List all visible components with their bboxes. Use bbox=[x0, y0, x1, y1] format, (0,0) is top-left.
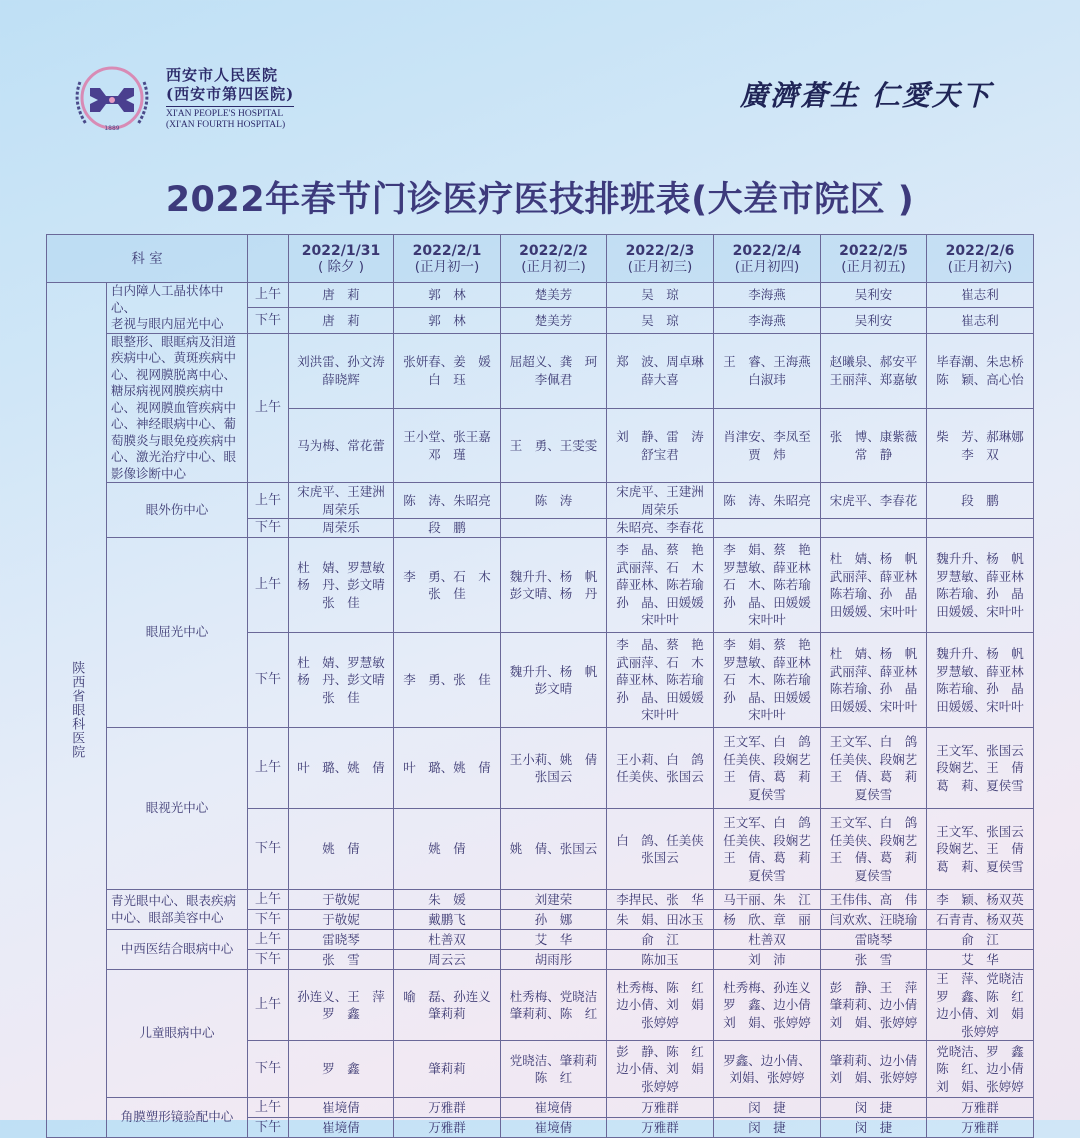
staff-cell: 李 娟、蔡 艳 罗慧敏、薛亚林 石 木、陈若瑜 孙 晶、田媛媛 宋叶叶 bbox=[714, 633, 821, 728]
staff-cell: 俞 江 bbox=[927, 930, 1034, 950]
staff-cell: 赵曦泉、郝安平 王丽萍、郑嘉敏 bbox=[821, 333, 927, 409]
table-row bbox=[47, 538, 1034, 633]
time-slot: 下午 bbox=[248, 1041, 289, 1098]
date: 2022/1/31 bbox=[301, 242, 381, 259]
hospital-emblem-icon bbox=[66, 62, 162, 134]
staff-cell: 杜 婧、杨 帆 武丽萍、薛亚林 陈若瑜、孙 晶 田媛媛、宋叶叶 bbox=[821, 633, 927, 728]
time-slot: 下午 bbox=[248, 950, 289, 970]
staff-cell: 彭 静、陈 红 边小倩、刘 娟 张婷婷 bbox=[607, 1041, 714, 1098]
date-header bbox=[501, 235, 607, 283]
staff-cell: 吴利安 bbox=[821, 308, 927, 333]
staff-cell: 王 勇、王雯雯 bbox=[501, 409, 607, 483]
department-name: 儿童眼病中心 bbox=[107, 970, 248, 1098]
table-row bbox=[47, 728, 1034, 809]
staff-cell: 雷晓琴 bbox=[821, 930, 927, 950]
date: 2022/2/2 bbox=[519, 242, 588, 259]
staff-cell: 马干丽、朱 江 bbox=[714, 890, 821, 910]
table-row bbox=[47, 890, 1034, 910]
staff-cell bbox=[821, 519, 927, 538]
staff-cell: 刘洪雷、孙文涛 薛晓辉 bbox=[289, 333, 394, 409]
staff-cell: 段 鹏 bbox=[394, 519, 501, 538]
date: 2022/2/5 bbox=[839, 242, 908, 259]
staff-cell: 白 鸽、任美侠 张国云 bbox=[607, 809, 714, 890]
staff-cell: 杜秀梅、党晓洁 肇莉莉、陈 红 bbox=[501, 970, 607, 1041]
staff-cell: 闵 捷 bbox=[821, 1118, 927, 1138]
time-slot: 下午 bbox=[248, 308, 289, 333]
staff-cell: 朱 娟、田冰玉 bbox=[607, 910, 714, 930]
department-name: 角膜塑形镜验配中心 bbox=[107, 1098, 248, 1138]
time-slot: 上午 bbox=[248, 970, 289, 1041]
date: 2022/2/6 bbox=[945, 242, 1015, 259]
staff-cell: 王文军、白 鸽 任美侠、段娴艺 王 倩、葛 莉 夏侯雪 bbox=[821, 809, 927, 890]
date: 2022/2/3 bbox=[625, 242, 695, 259]
time-slot: 上午 bbox=[248, 283, 289, 308]
staff-cell: 李海燕 bbox=[714, 308, 821, 333]
staff-cell: 楚美芳 bbox=[501, 283, 607, 308]
staff-cell: 陈 涛、朱昭亮 bbox=[714, 483, 821, 519]
staff-cell: 李捍民、张 华 bbox=[607, 890, 714, 910]
staff-cell: 艾 华 bbox=[927, 950, 1034, 970]
staff-cell: 朱昭亮、李春花 bbox=[607, 519, 714, 538]
staff-cell: 俞 江 bbox=[607, 930, 714, 950]
staff-cell: 崔境倩 bbox=[289, 1098, 394, 1118]
table-row bbox=[47, 970, 1034, 1041]
staff-cell: 杨 欣、章 丽 bbox=[714, 910, 821, 930]
staff-cell: 闵 捷 bbox=[821, 1098, 927, 1118]
time-slot: 上午 bbox=[248, 930, 289, 950]
time-slot: 下午 bbox=[248, 809, 289, 890]
staff-cell: 雷晓琴 bbox=[289, 930, 394, 950]
table-row bbox=[47, 333, 1034, 409]
staff-cell: 杜 婧、杨 帆 武丽萍、薛亚林 陈若瑜、孙 晶 田媛媛、宋叶叶 bbox=[821, 538, 927, 633]
staff-cell: 楚美芳 bbox=[501, 308, 607, 333]
schedule-table bbox=[46, 234, 1034, 1138]
staff-cell: 万雅群 bbox=[927, 1118, 1034, 1138]
time-slot: 上午 bbox=[248, 728, 289, 809]
staff-cell: 屈超义、龚 珂 李佩君 bbox=[501, 333, 607, 409]
staff-cell: 陈 涛 bbox=[501, 483, 607, 519]
staff-cell: 张 博、康紫薇 常 静 bbox=[821, 409, 927, 483]
time-slot: 下午 bbox=[248, 633, 289, 728]
staff-cell: 崔志利 bbox=[927, 283, 1034, 308]
department-name: 眼屈光中心 bbox=[107, 538, 248, 728]
staff-cell: 李 晶、蔡 艳 武丽萍、石 木 薛亚林、陈若瑜 孙 晶、田媛媛 宋叶叶 bbox=[607, 538, 714, 633]
time-header bbox=[248, 235, 289, 283]
staff-cell: 崔境倩 bbox=[501, 1118, 607, 1138]
hospital-name-cn: 西安市人民医院 bbox=[166, 65, 279, 84]
staff-cell: 万雅群 bbox=[927, 1098, 1034, 1118]
staff-cell: 王文军、白 鸽 任美侠、段娴艺 王 倩、葛 莉 夏侯雪 bbox=[714, 809, 821, 890]
staff-cell: 周云云 bbox=[394, 950, 501, 970]
staff-cell: 毕春潮、朱忠桥 陈 颖、高心怡 bbox=[927, 333, 1034, 409]
staff-cell: 柴 芳、郝琳娜 李 双 bbox=[927, 409, 1034, 483]
table-row bbox=[47, 283, 1034, 308]
time-slot: 上午 bbox=[248, 538, 289, 633]
staff-cell: 王文军、张国云 段娴艺、王 倩 葛 莉、夏侯雪 bbox=[927, 728, 1034, 809]
page-title: 2022年春节门诊医疗医技排班表(大差市院区 ) bbox=[165, 180, 915, 220]
staff-cell: 唐 莉 bbox=[289, 283, 394, 308]
staff-cell: 艾 华 bbox=[501, 930, 607, 950]
staff-cell bbox=[714, 519, 821, 538]
staff-cell: 郭 林 bbox=[394, 283, 501, 308]
staff-cell: 段 鹏 bbox=[927, 483, 1034, 519]
staff-cell: 叶 璐、姚 倩 bbox=[289, 728, 394, 809]
table-row bbox=[47, 483, 1034, 519]
date-header bbox=[821, 235, 927, 283]
department-name: 眼整形、眼眶病及泪道疾病中心、黄斑疾病中心、视网膜脱离中心、糖尿病视网膜疾病中心、视网膜血管疾病中心、神经眼病中心、葡萄膜炎与眼免疫疾病中心、激光治疗中心、眼影像诊断中心 bbox=[107, 333, 248, 483]
staff-cell: 张妍春、姜 媛 白 珏 bbox=[394, 333, 501, 409]
staff-cell: 魏升升、杨 帆 彭文晴 bbox=[501, 633, 607, 728]
staff-cell: 李 颖、杨双英 bbox=[927, 890, 1034, 910]
staff-cell: 魏升升、杨 帆 罗慧敏、薛亚林 陈若瑜、孙 晶 田媛媛、宋叶叶 bbox=[927, 633, 1034, 728]
staff-cell: 闵 捷 bbox=[714, 1098, 821, 1118]
date: 2022/2/4 bbox=[732, 242, 802, 259]
lunar-date: (正月初六) bbox=[947, 258, 1013, 275]
hospital-alt-name-en: (XI'AN FOURTH HOSPITAL) bbox=[166, 119, 286, 130]
date-header bbox=[714, 235, 821, 283]
time-slot: 上午 bbox=[248, 483, 289, 519]
staff-cell: 王文军、张国云 段娴艺、王 倩 葛 莉、夏侯雪 bbox=[927, 809, 1034, 890]
staff-cell: 杜善双 bbox=[394, 930, 501, 950]
staff-cell: 郑 波、周卓琳 薛大喜 bbox=[607, 333, 714, 409]
staff-cell: 姚 倩 bbox=[394, 809, 501, 890]
staff-cell: 宋虎平、李春花 bbox=[821, 483, 927, 519]
staff-cell: 陈加玉 bbox=[607, 950, 714, 970]
staff-cell: 刘 沛 bbox=[714, 950, 821, 970]
staff-cell: 肇莉莉、边小倩 刘 娟、张婷婷 bbox=[821, 1041, 927, 1098]
table-row bbox=[47, 1098, 1034, 1118]
staff-cell: 张 雪 bbox=[289, 950, 394, 970]
time-slot: 下午 bbox=[248, 519, 289, 538]
staff-cell: 彭 静、王 萍 肇莉莉、边小倩 刘 娟、张婷婷 bbox=[821, 970, 927, 1041]
staff-cell: 王小莉、白 鸽 任美侠、张国云 bbox=[607, 728, 714, 809]
time-slot: 上午 bbox=[248, 333, 289, 483]
staff-cell: 杜 婧、罗慧敏 杨 丹、彭文晴 张 佳 bbox=[289, 538, 394, 633]
staff-cell: 党晓洁、肇莉莉 陈 红 bbox=[501, 1041, 607, 1098]
lunar-date: (正月初二) bbox=[521, 258, 586, 275]
staff-cell: 唐 莉 bbox=[289, 308, 394, 333]
staff-cell: 杜秀梅、孙连义 罗 鑫、边小倩 刘 娟、张婷婷 bbox=[714, 970, 821, 1041]
staff-cell: 魏升升、杨 帆 彭文晴、杨 丹 bbox=[501, 538, 607, 633]
staff-cell: 吴 琼 bbox=[607, 283, 714, 308]
department-name: 眼外伤中心 bbox=[107, 483, 248, 538]
staff-cell: 党晓洁、罗 鑫 陈 红、边小倩 刘 娟、张婷婷 bbox=[927, 1041, 1034, 1098]
lunar-date: (正月初五) bbox=[841, 258, 906, 275]
staff-cell: 马为梅、常花蕾 bbox=[289, 409, 394, 483]
slogan: 廣濟蒼生 仁愛天下 bbox=[740, 79, 992, 112]
lunar-date: ( 除夕 ) bbox=[317, 258, 365, 275]
staff-cell: 孙 娜 bbox=[501, 910, 607, 930]
staff-cell: 万雅群 bbox=[394, 1098, 501, 1118]
table-row bbox=[47, 930, 1034, 950]
staff-cell: 宋虎平、王建洲 周荣乐 bbox=[289, 483, 394, 519]
staff-cell: 魏升升、杨 帆 罗慧敏、薛亚林 陈若瑜、孙 晶 田媛媛、宋叶叶 bbox=[927, 538, 1034, 633]
staff-cell: 朱 媛 bbox=[394, 890, 501, 910]
staff-cell: 李 晶、蔡 艳 武丽萍、石 木 薛亚林、陈若瑜 孙 晶、田媛媛 宋叶叶 bbox=[607, 633, 714, 728]
department-name: 白内障人工晶状体中心、 老视与眼内屈光中心 bbox=[107, 283, 248, 334]
staff-cell bbox=[927, 519, 1034, 538]
staff-cell: 李海燕 bbox=[714, 283, 821, 308]
staff-cell: 李 娟、蔡 艳 罗慧敏、薛亚林 石 木、陈若瑜 孙 晶、田媛媛 宋叶叶 bbox=[714, 538, 821, 633]
staff-cell: 杜善双 bbox=[714, 930, 821, 950]
hospital-alt-name-cn: (西安市第四医院) bbox=[166, 84, 295, 103]
staff-cell: 杜 婧、罗慧敏 杨 丹、彭文晴 张 佳 bbox=[289, 633, 394, 728]
date: 2022/2/1 bbox=[412, 242, 482, 259]
staff-cell: 崔境倩 bbox=[289, 1118, 394, 1138]
department-name: 青光眼中心、眼表疾病 中心、眼部美容中心 bbox=[107, 890, 248, 930]
staff-cell: 崔志利 bbox=[927, 308, 1034, 333]
svg-text:1889: 1889 bbox=[104, 125, 120, 132]
staff-cell: 刘建荣 bbox=[501, 890, 607, 910]
staff-cell: 王小莉、姚 倩 张国云 bbox=[501, 728, 607, 809]
time-slot: 下午 bbox=[248, 910, 289, 930]
hospital-logo bbox=[66, 62, 306, 134]
staff-cell: 罗鑫、边小倩、 刘娟、张婷婷 bbox=[714, 1041, 821, 1098]
staff-cell: 杜秀梅、陈 红 边小倩、刘 娟 张婷婷 bbox=[607, 970, 714, 1041]
staff-cell: 周荣乐 bbox=[289, 519, 394, 538]
staff-cell: 宋虎平、王建洲 周荣乐 bbox=[607, 483, 714, 519]
staff-cell: 王 睿、王海燕 白淑玮 bbox=[714, 333, 821, 409]
staff-cell: 闵 捷 bbox=[714, 1118, 821, 1138]
staff-cell: 李 勇、石 木 张 佳 bbox=[394, 538, 501, 633]
date-header bbox=[289, 235, 394, 283]
staff-cell: 吴利安 bbox=[821, 283, 927, 308]
staff-cell: 姚 倩 bbox=[289, 809, 394, 890]
staff-cell: 刘 静、雷 涛 舒宝君 bbox=[607, 409, 714, 483]
staff-cell: 于敬妮 bbox=[289, 890, 394, 910]
date-header bbox=[394, 235, 501, 283]
lunar-date: (正月初一) bbox=[414, 258, 480, 275]
department-name: 眼视光中心 bbox=[107, 728, 248, 890]
lunar-date: (正月初四) bbox=[734, 258, 800, 275]
staff-cell: 戴鹏飞 bbox=[394, 910, 501, 930]
staff-cell: 万雅群 bbox=[394, 1118, 501, 1138]
staff-cell: 肇莉莉 bbox=[394, 1041, 501, 1098]
staff-cell: 郭 林 bbox=[394, 308, 501, 333]
staff-cell: 张 雪 bbox=[821, 950, 927, 970]
staff-cell: 罗 鑫 bbox=[289, 1041, 394, 1098]
staff-cell: 石青青、杨双英 bbox=[927, 910, 1034, 930]
staff-cell: 王文军、白 鸽 任美侠、段娴艺 王 倩、葛 莉 夏侯雪 bbox=[714, 728, 821, 809]
hospital-name: 陕西省眼科医院 bbox=[47, 283, 107, 1138]
time-slot: 下午 bbox=[248, 1118, 289, 1138]
staff-cell: 崔境倩 bbox=[501, 1098, 607, 1118]
staff-cell: 叶 璐、姚 倩 bbox=[394, 728, 501, 809]
staff-cell: 陈 涛、朱昭亮 bbox=[394, 483, 501, 519]
dept-header: 科 室 bbox=[47, 235, 248, 283]
staff-cell: 万雅群 bbox=[607, 1098, 714, 1118]
date-header bbox=[927, 235, 1034, 283]
staff-cell bbox=[501, 519, 607, 538]
staff-cell: 闫欢欢、汪晓瑜 bbox=[821, 910, 927, 930]
staff-cell: 李 勇、张 佳 bbox=[394, 633, 501, 728]
date-header bbox=[607, 235, 714, 283]
department-name: 中西医结合眼病中心 bbox=[107, 930, 248, 970]
staff-cell: 王 萍、党晓洁 罗 鑫、陈 红 边小倩、刘 娟 张婷婷 bbox=[927, 970, 1034, 1041]
staff-cell: 姚 倩、张国云 bbox=[501, 809, 607, 890]
staff-cell: 吴 琼 bbox=[607, 308, 714, 333]
staff-cell: 胡雨彤 bbox=[501, 950, 607, 970]
lunar-date: (正月初三) bbox=[627, 258, 693, 275]
staff-cell: 王小堂、张王嘉 邓 瑾 bbox=[394, 409, 501, 483]
hospital-name-en: XI'AN PEOPLE'S HOSPITAL bbox=[166, 106, 294, 120]
staff-cell: 王文军、白 鸽 任美侠、段娴艺 王 倩、葛 莉 夏侯雪 bbox=[821, 728, 927, 809]
staff-cell: 喻 磊、孙连义 肇莉莉 bbox=[394, 970, 501, 1041]
time-slot: 上午 bbox=[248, 1098, 289, 1118]
time-slot: 上午 bbox=[248, 890, 289, 910]
staff-cell: 孙连义、王 萍 罗 鑫 bbox=[289, 970, 394, 1041]
staff-cell: 王伟伟、高 伟 bbox=[821, 890, 927, 910]
staff-cell: 肖津安、李凤至 贾 炜 bbox=[714, 409, 821, 483]
staff-cell: 于敬妮 bbox=[289, 910, 394, 930]
staff-cell: 万雅群 bbox=[607, 1118, 714, 1138]
